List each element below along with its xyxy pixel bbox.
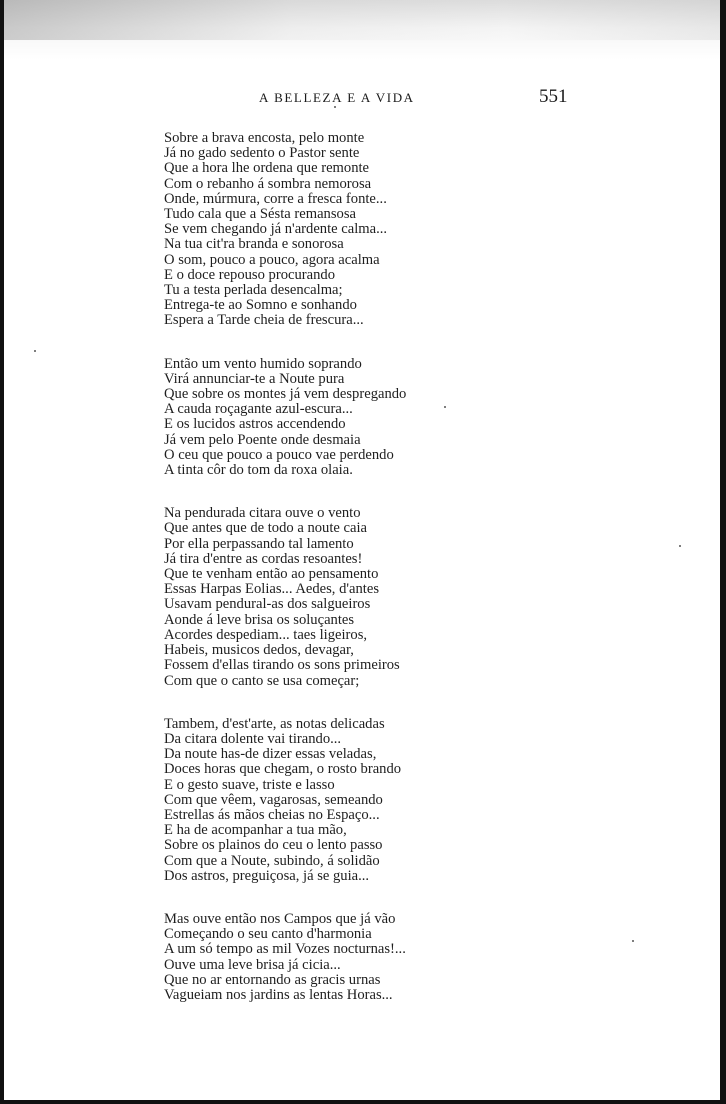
poem-line: Usavam pendural-as dos salgueiros bbox=[164, 596, 371, 613]
poem-stanza bbox=[164, 912, 484, 1003]
poem-line: Entrega-te ao Somno e sonhando bbox=[164, 297, 357, 314]
poem-line: Com que o canto se usa começar; bbox=[164, 672, 360, 689]
poem-body bbox=[164, 131, 484, 1031]
poem-line: Onde, múrmura, corre a fresca fonte... bbox=[164, 190, 387, 207]
scan-speck bbox=[632, 940, 634, 942]
poem-stanza bbox=[164, 717, 484, 884]
poem-line: Habeis, musicos dedos, devagar, bbox=[164, 642, 354, 659]
poem-line: Vagueiam nos jardins as lentas Horas... bbox=[164, 986, 393, 1003]
poem-line: Mas ouve então nos Campos que já vão bbox=[164, 910, 396, 927]
poem-line: Da citara dolente vai tirando... bbox=[164, 730, 342, 747]
poem-line: Essas Harpas Eolias... Aedes, d'antes bbox=[164, 581, 380, 598]
poem-line: Espera a Tarde cheia de frescura... bbox=[164, 312, 364, 329]
poem-line: Começando o seu canto d'harmonia bbox=[164, 926, 372, 943]
poem-line: Na tua cit'ra branda e sonorosa bbox=[164, 236, 344, 253]
poem-line: Ouve uma leve brisa já cicia... bbox=[164, 956, 341, 973]
poem-line: Já tira d'entre as cordas resoantes! bbox=[164, 550, 363, 567]
poem-line: Por ella perpassando tal lamento bbox=[164, 535, 354, 552]
poem-line: Da noute has-de dizer essas veladas, bbox=[164, 746, 377, 763]
poem-line: Doces horas que chegam, o rosto brando bbox=[164, 761, 402, 778]
poem-line: E ha de acompanhar a tua mão, bbox=[164, 822, 347, 839]
poem-line: Tu a testa perlada desencalma; bbox=[164, 282, 343, 299]
poem-line: Tudo cala que a Sésta remansosa bbox=[164, 206, 356, 223]
poem-line: Já vem pelo Poente onde desmaia bbox=[164, 431, 361, 448]
poem-line: O ceu que pouco a pouco vae perdendo bbox=[164, 446, 394, 463]
poem-line: E o doce repouso procurando bbox=[164, 266, 336, 283]
poem-line: Aonde á leve brisa os soluçantes bbox=[164, 611, 355, 628]
poem-line: O som, pouco a pouco, agora acalma bbox=[164, 251, 380, 268]
poem-line: Que antes que de todo a noute caia bbox=[164, 520, 368, 537]
poem-line: Fossem d'ellas tirando os sons primeiros bbox=[164, 657, 400, 674]
scan-speck bbox=[34, 350, 36, 352]
poem-line: Então um vento humido soprando bbox=[164, 355, 362, 372]
poem-line: Sobre a brava encosta, pelo monte bbox=[164, 130, 365, 146]
poem-line: Sobre os plainos do ceu o lento passo bbox=[164, 837, 383, 854]
poem-line: E o gesto suave, triste e lasso bbox=[164, 776, 335, 793]
poem-line: A tinta côr do tom da roxa olaia. bbox=[164, 462, 353, 479]
poem-line: Tambem, d'est'arte, as notas delicadas bbox=[164, 715, 385, 732]
poem-line: Virá annunciar-te a Noute pura bbox=[164, 370, 345, 387]
poem-line: A cauda roçagante azul-escura... bbox=[164, 401, 353, 418]
poem-line: E os lucidos astros accendendo bbox=[164, 416, 346, 433]
poem-stanza bbox=[164, 506, 484, 688]
poem-line: Já no gado sedento o Pastor sente bbox=[164, 145, 360, 162]
poem-line: Com que vêem, vagarosas, semeando bbox=[164, 791, 383, 808]
poem-line: Que a hora lhe ordena que remonte bbox=[164, 160, 370, 177]
poem-line: Que sobre os montes já vem despregando bbox=[164, 386, 407, 403]
poem-stanza bbox=[164, 131, 484, 329]
scan-shadow bbox=[4, 0, 720, 40]
poem-line: Com o rebanho á sombra nemorosa bbox=[164, 175, 372, 192]
poem-line: Que no ar entornando as gracis urnas bbox=[164, 971, 381, 988]
poem-line: Acordes despediam... taes ligeiros, bbox=[164, 626, 368, 643]
poem-line: Se vem chegando já n'ardente calma... bbox=[164, 221, 388, 238]
scan-speck bbox=[679, 545, 681, 547]
poem-line: A um só tempo as mil Vozes nocturnas!... bbox=[164, 941, 406, 958]
scan-speck bbox=[444, 406, 446, 408]
poem-line: Dos astros, preguiçosa, já se guia... bbox=[164, 867, 370, 884]
poem-line: Que te venham então ao pensamento bbox=[164, 566, 379, 583]
page-number: 551 bbox=[539, 86, 568, 107]
poem-line: Estrellas ás mãos cheias no Espaço... bbox=[164, 806, 380, 823]
running-head: A BELLEZA E A VIDA bbox=[259, 90, 415, 105]
scan-speck bbox=[334, 106, 336, 108]
poem-stanza bbox=[164, 357, 484, 479]
poem-line: Com que a Noute, subindo, á solidão bbox=[164, 852, 380, 869]
poem-line: Na pendurada citara ouve o vento bbox=[164, 505, 361, 522]
